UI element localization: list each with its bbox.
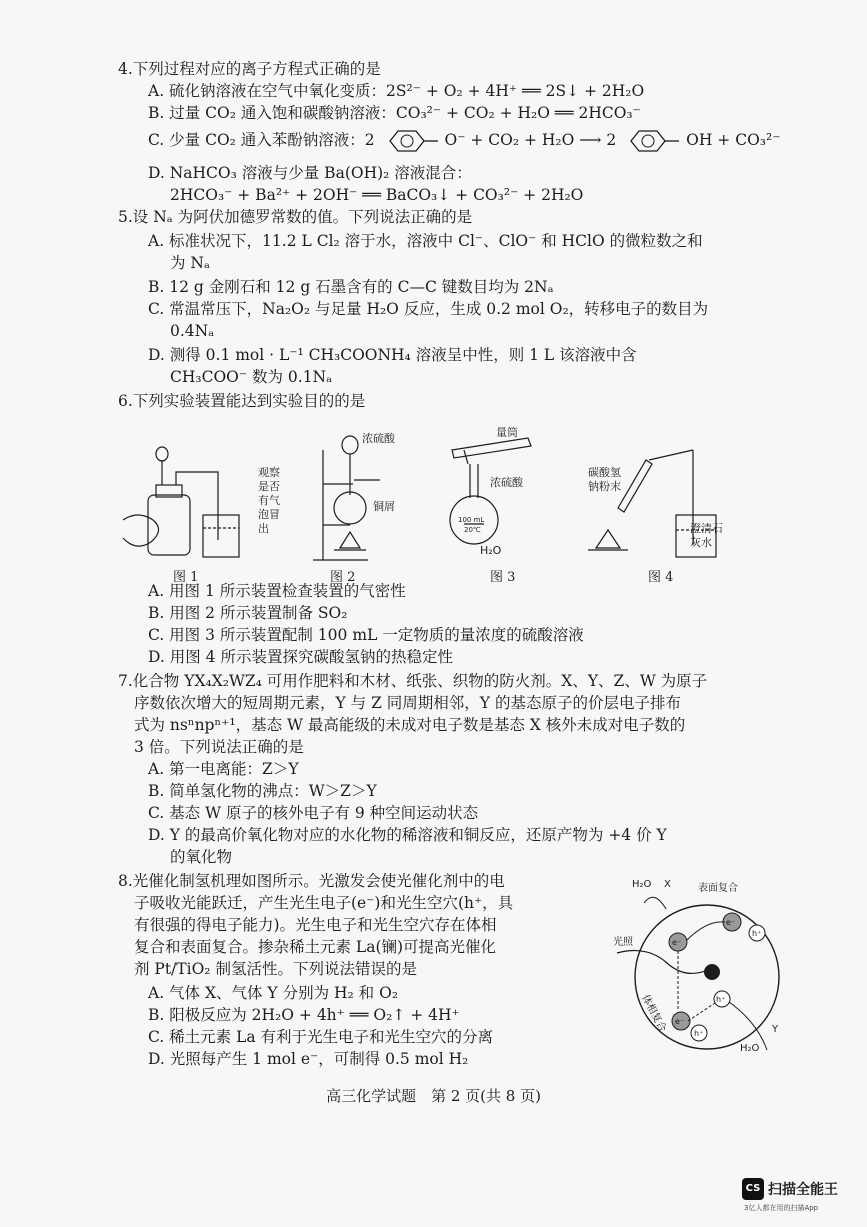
scanner-brand-tagline: 3亿人都在用的扫描App [744,1204,819,1212]
q8-stem-line3: 有很强的得电子能力)。光生电子和光生空穴存在体相 [134,916,497,934]
q7-option-b: B. 简单氢化物的沸点：W＞Z＞Y [148,782,377,800]
fig4-powder-line: 碳酸氢 [588,466,621,479]
fig3-acid-label: 浓硫酸 [490,476,523,489]
q5-option-a-line1: A. 标准状况下，11.2 L Cl₂ 溶于水，溶液中 Cl⁻、ClO⁻ 和 HClO 的微粒数之和 [148,232,703,250]
q5-option-c-line2: 0.4Nₐ [170,322,215,340]
fig2-acid-label: 浓硫酸 [362,432,395,445]
q6-option-b: B. 用图 2 所示装置制备 SO₂ [148,604,348,622]
fig3-flask-volume: 100 mL [458,516,485,524]
light-label: 光照 [613,937,633,948]
fig4-lime-line: 灰水 [690,536,712,549]
q8-option-c: C. 稀土元素 La 有利于光生电子和光生空穴的分离 [148,1028,494,1046]
bulk-recombination-label: 体相复合 [639,993,668,1034]
apparatus-drawing [118,420,738,585]
q8-option-b: B. 阳极反应为 2H₂O + 4h⁺ ══ O₂↑ + 4H⁺ [148,1006,460,1024]
q6-option-a: A. 用图 1 所示装置检查装置的气密性 [148,582,406,600]
q4-option-c-middle: O⁻ + CO₂ + H₂O ⟶ 2 [444,131,617,149]
fig1-note-line: 出 [258,522,269,535]
electron-label: e⁻ [726,918,736,927]
fig4-lime-line: 澄清石 [690,522,723,535]
q6-option-d: D. 用图 4 所示装置探究碳酸氢钠的热稳定性 [148,648,453,666]
page-footer: 高三化学试题 第 2 页(共 8 页) [326,1087,541,1105]
q7-option-a: A. 第一电离能：Z＞Y [148,760,299,778]
scanner-watermark [742,1176,852,1216]
fig1-note-line: 有气 [258,494,280,507]
surface-recombination-label: 表面复合 [698,883,738,894]
hole-label: h⁺ [716,995,726,1004]
q4-option-b: B. 过量 CO₂ 通入饱和碳酸钠溶液：CO₃²⁻ + CO₂ + H₂O ══ 2HCO₃⁻ [148,104,641,122]
q4-option-c-prefix: C. 少量 CO₂ 通入苯酚钠溶液：2 [148,131,375,149]
electron-label: e⁻ [675,1017,685,1026]
q4-option-a: A. 硫化钠溶液在空气中氧化变质：2S²⁻ + O₂ + 4H⁺ ══ 2S↓ + 2H₂O [148,82,645,100]
q4-option-c-suffix: OH + CO₃²⁻ [686,131,781,149]
scanner-logo-icon: CS [742,1178,764,1200]
water-top-label: H₂O [632,879,652,890]
q5-stem: 5.设 Nₐ 为阿伏加德罗常数的值。下列说法正确的是 [118,208,473,226]
q6-option-c: C. 用图 3 所示装置配制 100 mL 一定物质的量浓度的硫酸溶液 [148,626,584,644]
q7-option-c: C. 基态 W 原子的核外电子有 9 种空间运动状态 [148,804,479,822]
q7-stem-line3: 式为 nsⁿnpⁿ⁺¹，基态 W 最高能级的未成对电子数是基态 X 核外未成对电子数的 [134,716,686,734]
water-bottom-label: H₂O [740,1043,760,1054]
fig1-caption: 图 1 [173,570,199,585]
fig4-powder-line: 钠粉末 [588,480,621,493]
scanner-brand-name: 扫描全能王 [768,1182,838,1198]
q4-option-c [148,128,780,154]
photocatalysis-diagram [612,875,790,1065]
q7-option-d-line2: 的氧化物 [170,848,233,866]
q8-stem-line1: 8.光催化制氢机理如图所示。光激发会使光催化剂中的电 [118,872,505,890]
gas-y-label: Y [772,1024,779,1035]
fig1-note-line: 是否 [258,480,280,493]
benzene-ring-icon [621,128,681,154]
q5-option-c-line1: C. 常温常压下，Na₂O₂ 与足量 H₂O 反应，生成 0.2 mol O₂，转移电子的数目为 [148,300,709,318]
q8-stem-line5: 剂 Pt/TiO₂ 制氢活性。下列说法错误的是 [134,960,417,978]
q7-stem-line2: 序数依次增大的短周期元素，Y 与 Z 同周期相邻，Y 的基态原子的价层电子排布 [134,694,681,712]
q8-option-a: A. 气体 X、气体 Y 分别为 H₂ 和 O₂ [148,984,399,1002]
fig1-note-line: 观察 [258,466,280,479]
q7-stem-line4: 3 倍。下列说法正确的是 [134,738,304,756]
fig2-caption: 图 2 [330,570,356,585]
fig3-water-label: H₂O [480,544,502,557]
q8-stem-line4: 复合和表面复合。掺杂稀土元素 La(镧)可提高光催化 [134,938,497,956]
q5-option-d-line2: CH₃COO⁻ 数为 0.1Nₐ [170,368,333,386]
q5-option-b: B. 12 g 金刚石和 12 g 石墨含有的 C—C 键数目均为 2Nₐ [148,278,554,296]
q6-stem: 6.下列实验装置能达到实验目的的是 [118,392,366,410]
q7-option-d-line1: D. Y 的最高价氧化物对应的水化物的稀溶液和铜反应，还原产物为 +4 价 Y [148,826,667,844]
benzene-ring-icon [380,128,440,154]
q6-apparatus-figures [118,420,738,585]
q8-option-d: D. 光照每产生 1 mol e⁻，可制得 0.5 mol H₂ [148,1050,469,1068]
fig4-caption: 图 4 [648,570,674,585]
q7-stem-line1: 7.化合物 YX₄X₂WZ₄ 可用作肥料和木材、纸张、织物的防火剂。X、Y、Z、W 为原子 [118,672,708,690]
q5-option-a-line2: 为 Nₐ [170,254,210,272]
fig2-copper-label: 铜屑 [373,500,395,513]
electron-label: e⁻ [672,938,682,947]
hole-label: h⁺ [752,929,762,938]
q5-option-d-line1: D. 测得 0.1 mol · L⁻¹ CH₃COONH₄ 溶液呈中性，则 1 L 该溶液中含 [148,346,637,364]
fig3-caption: 图 3 [490,570,516,585]
q4-stem: 4.下列过程对应的离子方程式正确的是 [118,60,381,78]
fig1-note-line: 泡冒 [258,508,280,521]
q4-option-d-line1: D. NaHCO₃ 溶液与少量 Ba(OH)₂ 溶液混合： [148,164,472,182]
gas-x-label: X [664,879,671,890]
fig3-cylinder-label: 量筒 [496,426,518,439]
hole-label: h⁺ [694,1029,704,1038]
fig3-flask-temp: 20℃ [464,526,481,534]
q4-option-d-line2: 2HCO₃⁻ + Ba²⁺ + 2OH⁻ ══ BaCO₃↓ + CO₃²⁻ + 2H₂O [170,186,584,204]
q8-stem-line2: 子吸收光能跃迁，产生光生电子(e⁻)和光生空穴(h⁺，具 [134,894,514,912]
